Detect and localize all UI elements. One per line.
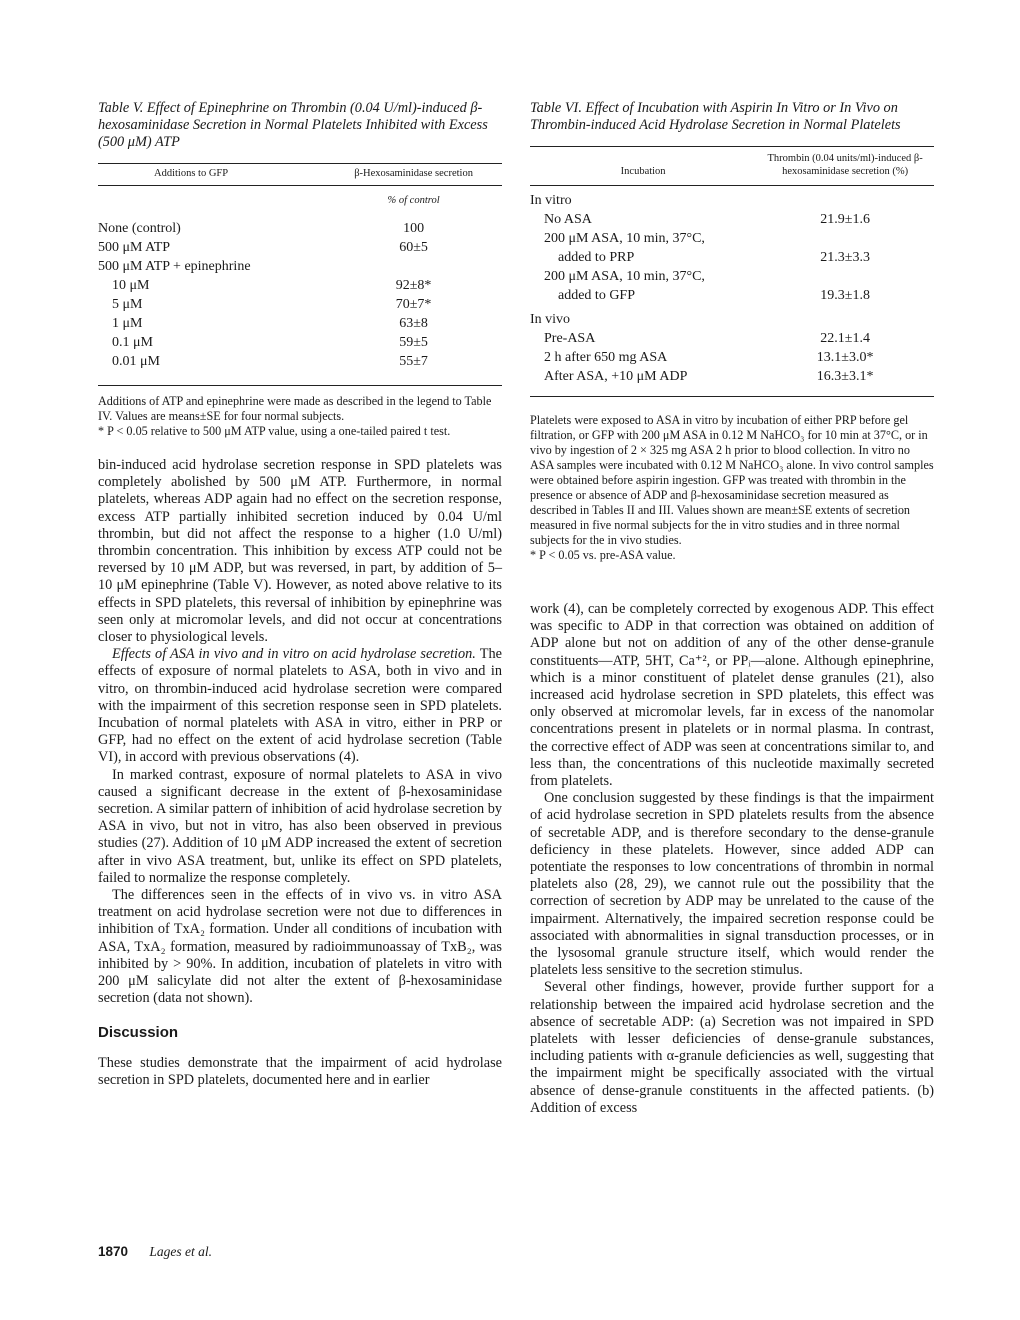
table5	[98, 164, 502, 385]
row-value	[756, 186, 934, 211]
page-number: 1870	[98, 1244, 129, 1259]
row-label: No ASA	[544, 212, 592, 227]
table6-note-2: * P < 0.05 vs. pre-ASA value.	[530, 548, 676, 562]
row-value: 60±5	[399, 240, 428, 255]
table-row	[530, 248, 934, 267]
paragraph: bin-induced acid hydrolase secretion response in SPD platelets was completely abolished by 500 μM ATP. Furthermore, in normal platelets, whereas ADP again had no effect on the secretion response, excess ATP partially inhibited secretion induced by 0.04 U/ml thrombin, but did not affect the response to a higher (1.0 U/ml) thrombin concentration. This inhibition by excess ATP could not be reversed by 10 μM ADP, but was reversed, in part, by addition of 5–10 μM epinephrine (Table V). However, as noted above relative to its effects in SPD platelets, this reversal of inhibition by epinephrine was seen only at micromolar levels, and did not occur at concentrations closer to physiological levels.	[98, 457, 502, 646]
table-row	[530, 286, 934, 305]
table-row	[98, 219, 502, 238]
running-authors: Lages et al.	[149, 1244, 213, 1259]
table6-caption: Table VI. Effect of Incubation with Aspirin In Vitro or In Vivo on Thrombin-induced Acid Hydrolase Secretion in Normal Platelets	[530, 100, 901, 133]
row-value	[325, 257, 502, 276]
row-value	[756, 267, 934, 286]
row-label: 500 μM ATP	[98, 240, 171, 255]
table6-col-header-secretion: Thrombin (0.04 units/ml)-induced β-hexosaminidase secretion (%)	[767, 153, 923, 177]
section-title: Effects of ASA in vivo and in vitro on acid hydrolase secretion.	[112, 646, 476, 663]
row-value: 70±7*	[395, 297, 432, 312]
row-value: 92±8*	[395, 278, 432, 293]
table5-note-2: * P < 0.05 relative to 500 μM ATP value, using a one-tailed paired t test.	[98, 424, 451, 438]
left-body	[98, 457, 502, 1089]
row-label: After ASA, +10 μM ADP	[544, 369, 688, 384]
row-value: 16.3±3.1*	[816, 369, 874, 384]
table-row	[530, 186, 934, 211]
table-row	[98, 295, 502, 314]
table-row	[530, 348, 934, 367]
table-row	[530, 229, 934, 248]
row-value: 13.1±3.0*	[816, 350, 874, 365]
table5-bottom-rule	[98, 385, 502, 386]
table-row	[98, 238, 502, 257]
discussion-heading: Discussion	[98, 1023, 179, 1041]
row-value	[756, 305, 934, 329]
row-value: 21.9±1.6	[820, 212, 870, 227]
table-row	[530, 305, 934, 329]
table5-col-header-additions: Additions to GFP	[154, 168, 229, 179]
row-value: 63±8	[399, 316, 428, 331]
row-value: 21.3±3.3	[820, 250, 870, 265]
row-value: 22.1±1.4	[820, 331, 870, 346]
paragraph: work (4), can be completely corrected by exogenous ADP. This effect was specific to ADP in that correction was obtained on addition of ADP alone but not on addition of any of the other dense-granule constituents—ATP, 5HT, Ca⁺², or PPᵢ—alone. Although epinephrine, which is a minor constituent of platelet dense granules (21), also increased acid hydrolase secretion in SPD platelets, this effect was only observed at micromolar levels, far in excess of the nanomolar concentrations present in platelets or in normal plasma. In contrast, the corrective effect of ADP was seen at concentrations similar to, and less than, the concentrations of this nucleotide maximally secreted from platelets.	[530, 601, 934, 790]
paragraph: In marked contrast, exposure of normal platelets to ASA in vivo caused a significant decrease in the extent of β-hexosaminidase secretion. A similar pattern of inhibition of acid hydrolase secretion by ASA in vivo, but not in vitro, has also been observed in previous studies (27). Addition of 10 μM ADP increased the extent of secretion after in vivo ASA treatment, but, unlike its effect on SPD platelets, failed to normalize the response completely.	[98, 766, 502, 886]
row-label: In vitro	[530, 193, 572, 208]
row-label: None (control)	[98, 221, 181, 236]
table-row	[98, 257, 502, 276]
table6-footnote	[530, 413, 934, 563]
paragraph: Effects of ASA in vivo and in vitro on acid hydrolase secretion. The effects of exposure of normal platelets to ASA, both in vivo and in vitro, on thrombin-induced acid hydrolase secretion were compared with the impairment of this secretion response seen in SPD platelets. Incubation of normal platelets with ASA in vitro, either in PRP or GFP, had no effect on the extent of acid hydrolase secretion (Table VI), in accord with previous observations (4).	[98, 646, 503, 766]
row-value	[756, 229, 934, 248]
table6	[530, 147, 934, 396]
row-value: 55±7	[399, 354, 428, 369]
paragraph: These studies demonstrate that the impairment of acid hydrolase secretion in SPD platelets, documented here and in earlier	[98, 1054, 502, 1088]
left-column	[98, 100, 502, 1089]
table-row	[530, 329, 934, 348]
table6-bottom-rule	[530, 396, 934, 397]
row-label: Pre-ASA	[544, 331, 596, 346]
table-row	[98, 352, 502, 371]
right-column	[530, 100, 934, 1117]
right-body	[530, 601, 934, 1117]
row-label: 10 μM	[112, 278, 150, 293]
row-label: 200 μM ASA, 10 min, 37°C,	[544, 231, 705, 246]
row-label: added to GFP	[558, 288, 635, 303]
table-row	[530, 267, 934, 286]
row-label: 1 μM	[112, 316, 143, 331]
table5-caption: Table V. Effect of Epinephrine on Thrombin (0.04 U/ml)-induced β-hexosaminidase Secretion in Normal Platelets Inhibited with Excess (500 μM) ATP	[98, 100, 488, 150]
row-label: In vivo	[530, 312, 571, 327]
row-label: 2 h after 650 mg ASA	[544, 350, 668, 365]
row-label: 200 μM ASA, 10 min, 37°C,	[544, 269, 705, 284]
table-row	[98, 333, 502, 352]
paragraph: One conclusion suggested by these findings is that the impairment of acid hydrolase secretion in SPD platelets results from the absence of secretable ADP, and is therefore secondary to the dense-granule deficiency in these platelets. However, since added ADP can potentiate the responses to low concentrations of thrombin in normal platelets also (28, 29), we cannot rule out the possibility that the correction of secretion by ADP may be unrelated to the cause of the impairment. Alternatively, the impaired secretion response could be associated with abnormalities in signal transduction processes, or in the lysosomal granule structure itself, which would render the platelets less sensitive to the secretion stimulus.	[530, 790, 934, 979]
row-value: 59±5	[399, 335, 428, 350]
table-row	[98, 276, 502, 295]
table6-col-header-incubation: Incubation	[620, 166, 666, 177]
table-row	[530, 367, 934, 386]
row-label: added to PRP	[558, 250, 635, 265]
row-value: 100	[403, 221, 425, 236]
table5-col-header-secretion: β-Hexosaminidase secretion	[354, 168, 473, 179]
row-label: 0.01 μM	[112, 354, 160, 369]
table-row	[530, 210, 934, 229]
table5-note-1: Additions of ATP and epinephrine were made as described in the legend to Table IV. Values are means±SE for four normal subjects.	[98, 394, 492, 423]
row-label: 5 μM	[112, 297, 143, 312]
row-value: 19.3±1.8	[820, 288, 870, 303]
paragraph: Several other findings, however, provide further support for a relationship between the impaired acid hydrolase secretion and the absence of secretable ADP: (a) Secretion was not impaired in SPD platelets with lesser deficiencies of dense-granule substances, including patients with α-granule deficiencies as well, suggesting that the impairment might be specifically associated with the virtual absence of dense-granule constituents in the affected patients. (b) Addition of excess	[530, 979, 934, 1116]
paragraph: The differences seen in the effects of in vivo vs. in vitro ASA treatment on acid hydrolase secretion were not due to differences in inhibition of TxA₂ formation. Under all conditions of incubation with ASA, TxA₂ formation, measured by radioimmunoassay of TxB₂, was inhibited by > 90%. In addition, incubation of platelets in vitro with 200 μM salicylate did not alter the extent of β-hexosaminidase secretion (data not shown).	[98, 887, 502, 1007]
row-label: 0.1 μM	[112, 335, 153, 350]
table6-note-1: Platelets were exposed to ASA in vitro by incubation of either PRP before gel filtration, or GFP with 200 μM ASA in 0.12 M NaHCO₃ for 10 min at 37°C, or in vivo by ingestion of 2 × 325 mg ASA 2 h prior to blood collection. In vitro no ASA samples were incubated with 0.12 M NaHCO₃ alone. In vivo control samples were obtained before aspirin ingestion. GFP was treated with thrombin in the presence or absence of ADP and β-hexosaminidase secretion measured as described in Tables II and III. Values shown are mean±SE extents of secretion measured in five normal subjects for the in vitro studies and in three normal subjects for the in vivo studies.	[530, 413, 934, 547]
table-row	[98, 314, 502, 333]
table5-subheader: % of control	[325, 186, 502, 220]
row-label: 500 μM ATP + epinephrine	[98, 259, 251, 274]
page-footer	[98, 1244, 212, 1260]
table5-footnote	[98, 394, 502, 439]
